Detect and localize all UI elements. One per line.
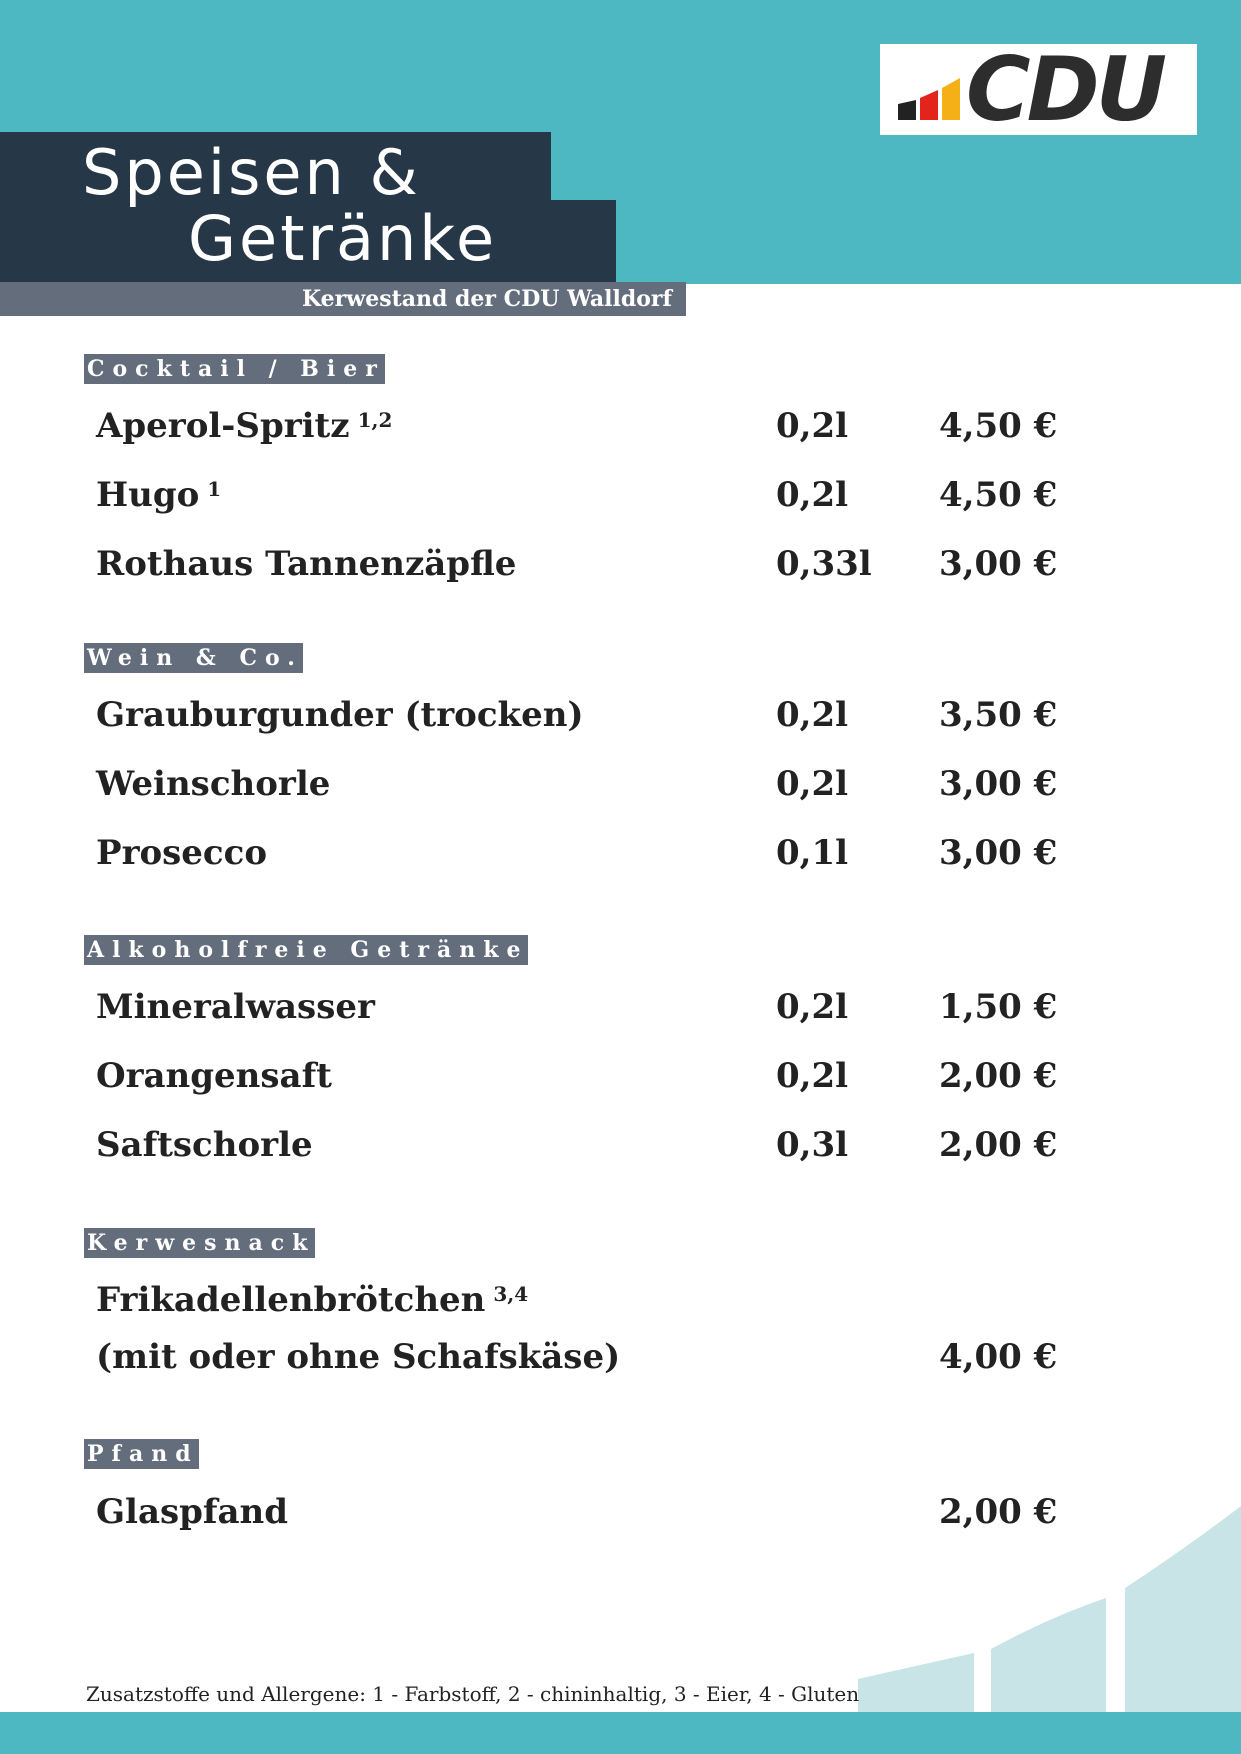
menu-item-name: Orangensaft	[96, 1056, 332, 1096]
allergen-footnote: 3,4	[493, 1282, 529, 1306]
menu-item-volume: 0,2l	[776, 1056, 849, 1096]
menu-item-name: Saftschorle	[96, 1125, 313, 1165]
menu-item-name: Prosecco	[96, 833, 268, 873]
allergen-footnote: 1,2	[357, 408, 393, 432]
menu-item-name: Weinschorle	[96, 764, 331, 804]
menu-item-name: Hugo $^1$	[96, 475, 222, 515]
menu-item-name: Glaspfand	[96, 1492, 289, 1532]
menu-item-price: 4,50 €	[939, 475, 1058, 515]
menu-item-price: 3,00 €	[939, 833, 1058, 873]
menu-item-volume: 0,2l	[776, 695, 849, 735]
allergen-legend: Zusatzstoffe und Allergene: 1 - Farbstoff, 2 - chininhaltig, 3 - Eier, 4 - Gluten	[86, 1682, 860, 1706]
menu-item-price: 4,50 €	[939, 406, 1058, 446]
menu-item-name: Aperol-Spritz $^{1,2}$	[96, 406, 393, 446]
menu-item-volume: 0,2l	[776, 475, 849, 515]
section-label-alkoholfrei: Alkoholfreie Getränke	[84, 935, 528, 965]
section-label-cocktail-bier: Cocktail / Bier	[84, 354, 385, 384]
logo-text: CDU	[966, 38, 1164, 141]
page-title-line2: Getränke	[188, 202, 498, 275]
menu-item-name: Grauburgunder (trocken)	[96, 695, 584, 735]
menu-item-volume: 0,3l	[776, 1125, 849, 1165]
footer-bar	[0, 1712, 1241, 1754]
section-label-kerwesnack: Kerwesnack	[84, 1228, 315, 1258]
menu-item-description: (mit oder ohne Schafskäse)	[96, 1337, 621, 1377]
allergen-footnote: 1	[207, 477, 222, 501]
menu-item-price: 2,00 €	[939, 1056, 1058, 1096]
menu-item-price: 2,00 €	[939, 1125, 1058, 1165]
menu-item-price: 3,00 €	[939, 764, 1058, 804]
menu-item-volume: 0,2l	[776, 764, 849, 804]
section-label-pfand: Pfand	[84, 1439, 199, 1469]
menu-item-volume: 0,33l	[776, 544, 872, 584]
menu-item-volume: 0,1l	[776, 833, 849, 873]
subtitle: Kerwestand der CDU Walldorf	[302, 286, 672, 312]
menu-item-price: 1,50 €	[939, 987, 1058, 1027]
menu-item-price: 3,50 €	[939, 695, 1058, 735]
section-label-wein: Wein & Co.	[84, 643, 303, 673]
page-title-line1: Speisen &	[82, 136, 421, 209]
menu-item-name: Frikadellenbrötchen $^{3,4}$	[96, 1280, 529, 1320]
menu-item-price: 4,00 €	[939, 1337, 1058, 1377]
menu-item-name: Rothaus Tannenzäpfle	[96, 544, 517, 584]
menu-item-price: 2,00 €	[939, 1492, 1058, 1532]
menu-item-price: 3,00 €	[939, 544, 1058, 584]
menu-item-name: Mineralwasser	[96, 987, 375, 1027]
menu-item-volume: 0,2l	[776, 987, 849, 1027]
menu-item-volume: 0,2l	[776, 406, 849, 446]
